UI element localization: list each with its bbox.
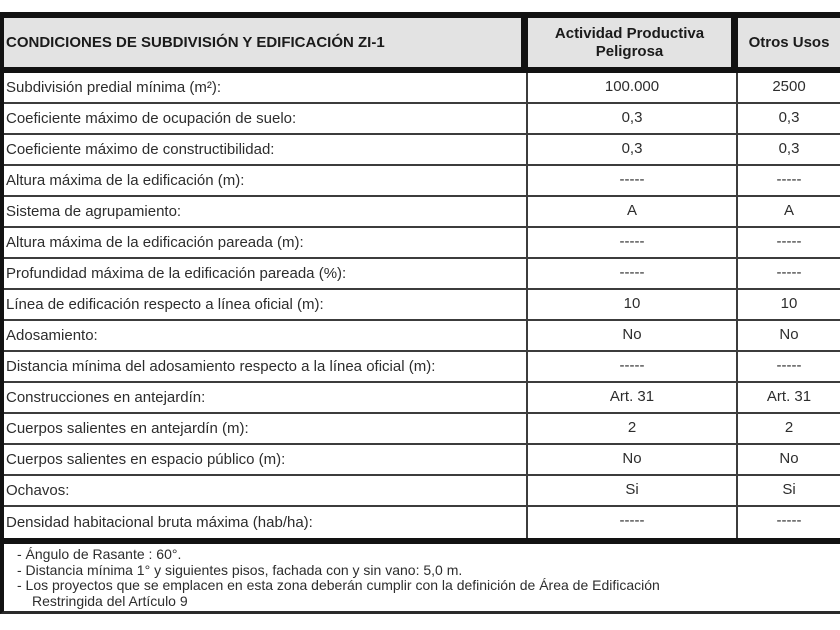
table-row <box>4 352 840 383</box>
row-value-otros-usos: A <box>783 202 794 219</box>
table-row <box>4 73 840 104</box>
row-value-actividad: ----- <box>528 259 738 288</box>
row-value-actividad: ----- <box>528 507 738 538</box>
table-row <box>4 104 840 135</box>
row-value-actividad: Si <box>528 476 738 505</box>
row-label: Coeficiente máximo de constructibilidad: <box>4 135 528 164</box>
row-value-otros-usos: No <box>779 450 799 467</box>
table-row <box>4 321 840 352</box>
row-label: Profundidad máxima de la edificación pareada (%): <box>4 259 528 288</box>
row-value-otros-usos: ----- <box>776 171 802 188</box>
row-label: Línea de edificación respecto a línea oficial (m): <box>4 290 528 319</box>
row-value-actividad: ----- <box>528 166 738 195</box>
row-label: Distancia mínima del adosamiento respecto a la línea oficial (m): <box>4 352 528 381</box>
row-value-otros-usos: 10 <box>780 295 798 312</box>
footnote-line: - Ángulo de Rasante : 60°. <box>17 546 182 562</box>
row-value-otros-usos: Si <box>782 481 796 498</box>
table-row <box>4 476 840 507</box>
row-value-otros-usos: No <box>779 326 799 343</box>
table-row <box>4 445 840 476</box>
row-label: Cuerpos salientes en espacio público (m): <box>4 445 528 474</box>
row-label: Altura máxima de la edificación pareada (m): <box>4 228 528 257</box>
row-value-otros-usos: 0,3 <box>778 109 800 126</box>
row-value-otros-usos: 2500 <box>772 78 806 95</box>
table-header-row <box>4 18 840 73</box>
row-value-actividad: 10 <box>528 290 738 319</box>
footnote-line: - Los proyectos que se emplacen en esta zona deberán cumplir con la definición de Área de Edificación <box>17 577 660 593</box>
row-label: Densidad habitacional bruta máxima (hab/ha): <box>4 507 528 538</box>
row-label: Sistema de agrupamiento: <box>4 197 528 226</box>
row-value-actividad: ----- <box>528 228 738 257</box>
row-value-actividad: ----- <box>528 352 738 381</box>
row-label: Adosamiento: <box>4 321 528 350</box>
row-value-otros-usos: Art. 31 <box>766 388 812 405</box>
row-value-actividad: A <box>528 197 738 226</box>
table-row <box>4 259 840 290</box>
table-row <box>4 228 840 259</box>
row-value-actividad: Art. 31 <box>528 383 738 412</box>
footnote-line: Restringida del Artículo 9 <box>32 592 188 609</box>
table-row <box>4 197 840 228</box>
row-value-otros-usos: 0,3 <box>778 140 800 157</box>
column-header-actividad-productiva-peligrosa: Actividad Productiva Peligrosa <box>528 18 738 67</box>
row-value-otros-usos: ----- <box>776 357 802 374</box>
table-row <box>4 507 840 538</box>
footnote-line: - Distancia mínima 1° y siguientes pisos, fachada con y sin vano: 5,0 m. <box>17 561 463 578</box>
row-value-actividad: 100.000 <box>528 73 738 102</box>
row-value-otros-usos: ----- <box>776 264 802 281</box>
row-label: Coeficiente máximo de ocupación de suelo: <box>4 104 528 133</box>
table-row <box>4 290 840 321</box>
row-value-actividad: 0,3 <box>528 104 738 133</box>
row-label: Subdivisión predial mínima (m²): <box>4 73 528 102</box>
table-row <box>4 166 840 197</box>
row-label: Cuerpos salientes en antejardín (m): <box>4 414 528 443</box>
table-row <box>4 135 840 166</box>
row-value-otros-usos: 2 <box>784 419 794 436</box>
table-footnotes <box>0 544 840 614</box>
table-row <box>4 414 840 445</box>
column-header-otros-usos: Otros Usos <box>748 34 830 51</box>
row-label: Altura máxima de la edificación (m): <box>4 166 528 195</box>
row-value-actividad: 0,3 <box>528 135 738 164</box>
row-value-otros-usos: ----- <box>776 512 802 529</box>
table-title: CONDICIONES DE SUBDIVISIÓN Y EDIFICACIÓN ZI-1 <box>4 18 528 67</box>
row-value-actividad: No <box>528 445 738 474</box>
table-body <box>4 73 840 544</box>
table-row <box>4 383 840 414</box>
row-label: Ochavos: <box>4 476 528 505</box>
row-value-otros-usos: ----- <box>776 233 802 250</box>
row-label: Construcciones en antejardín: <box>4 383 528 412</box>
row-value-actividad: No <box>528 321 738 350</box>
row-value-actividad: 2 <box>528 414 738 443</box>
zoning-conditions-table <box>0 12 840 544</box>
